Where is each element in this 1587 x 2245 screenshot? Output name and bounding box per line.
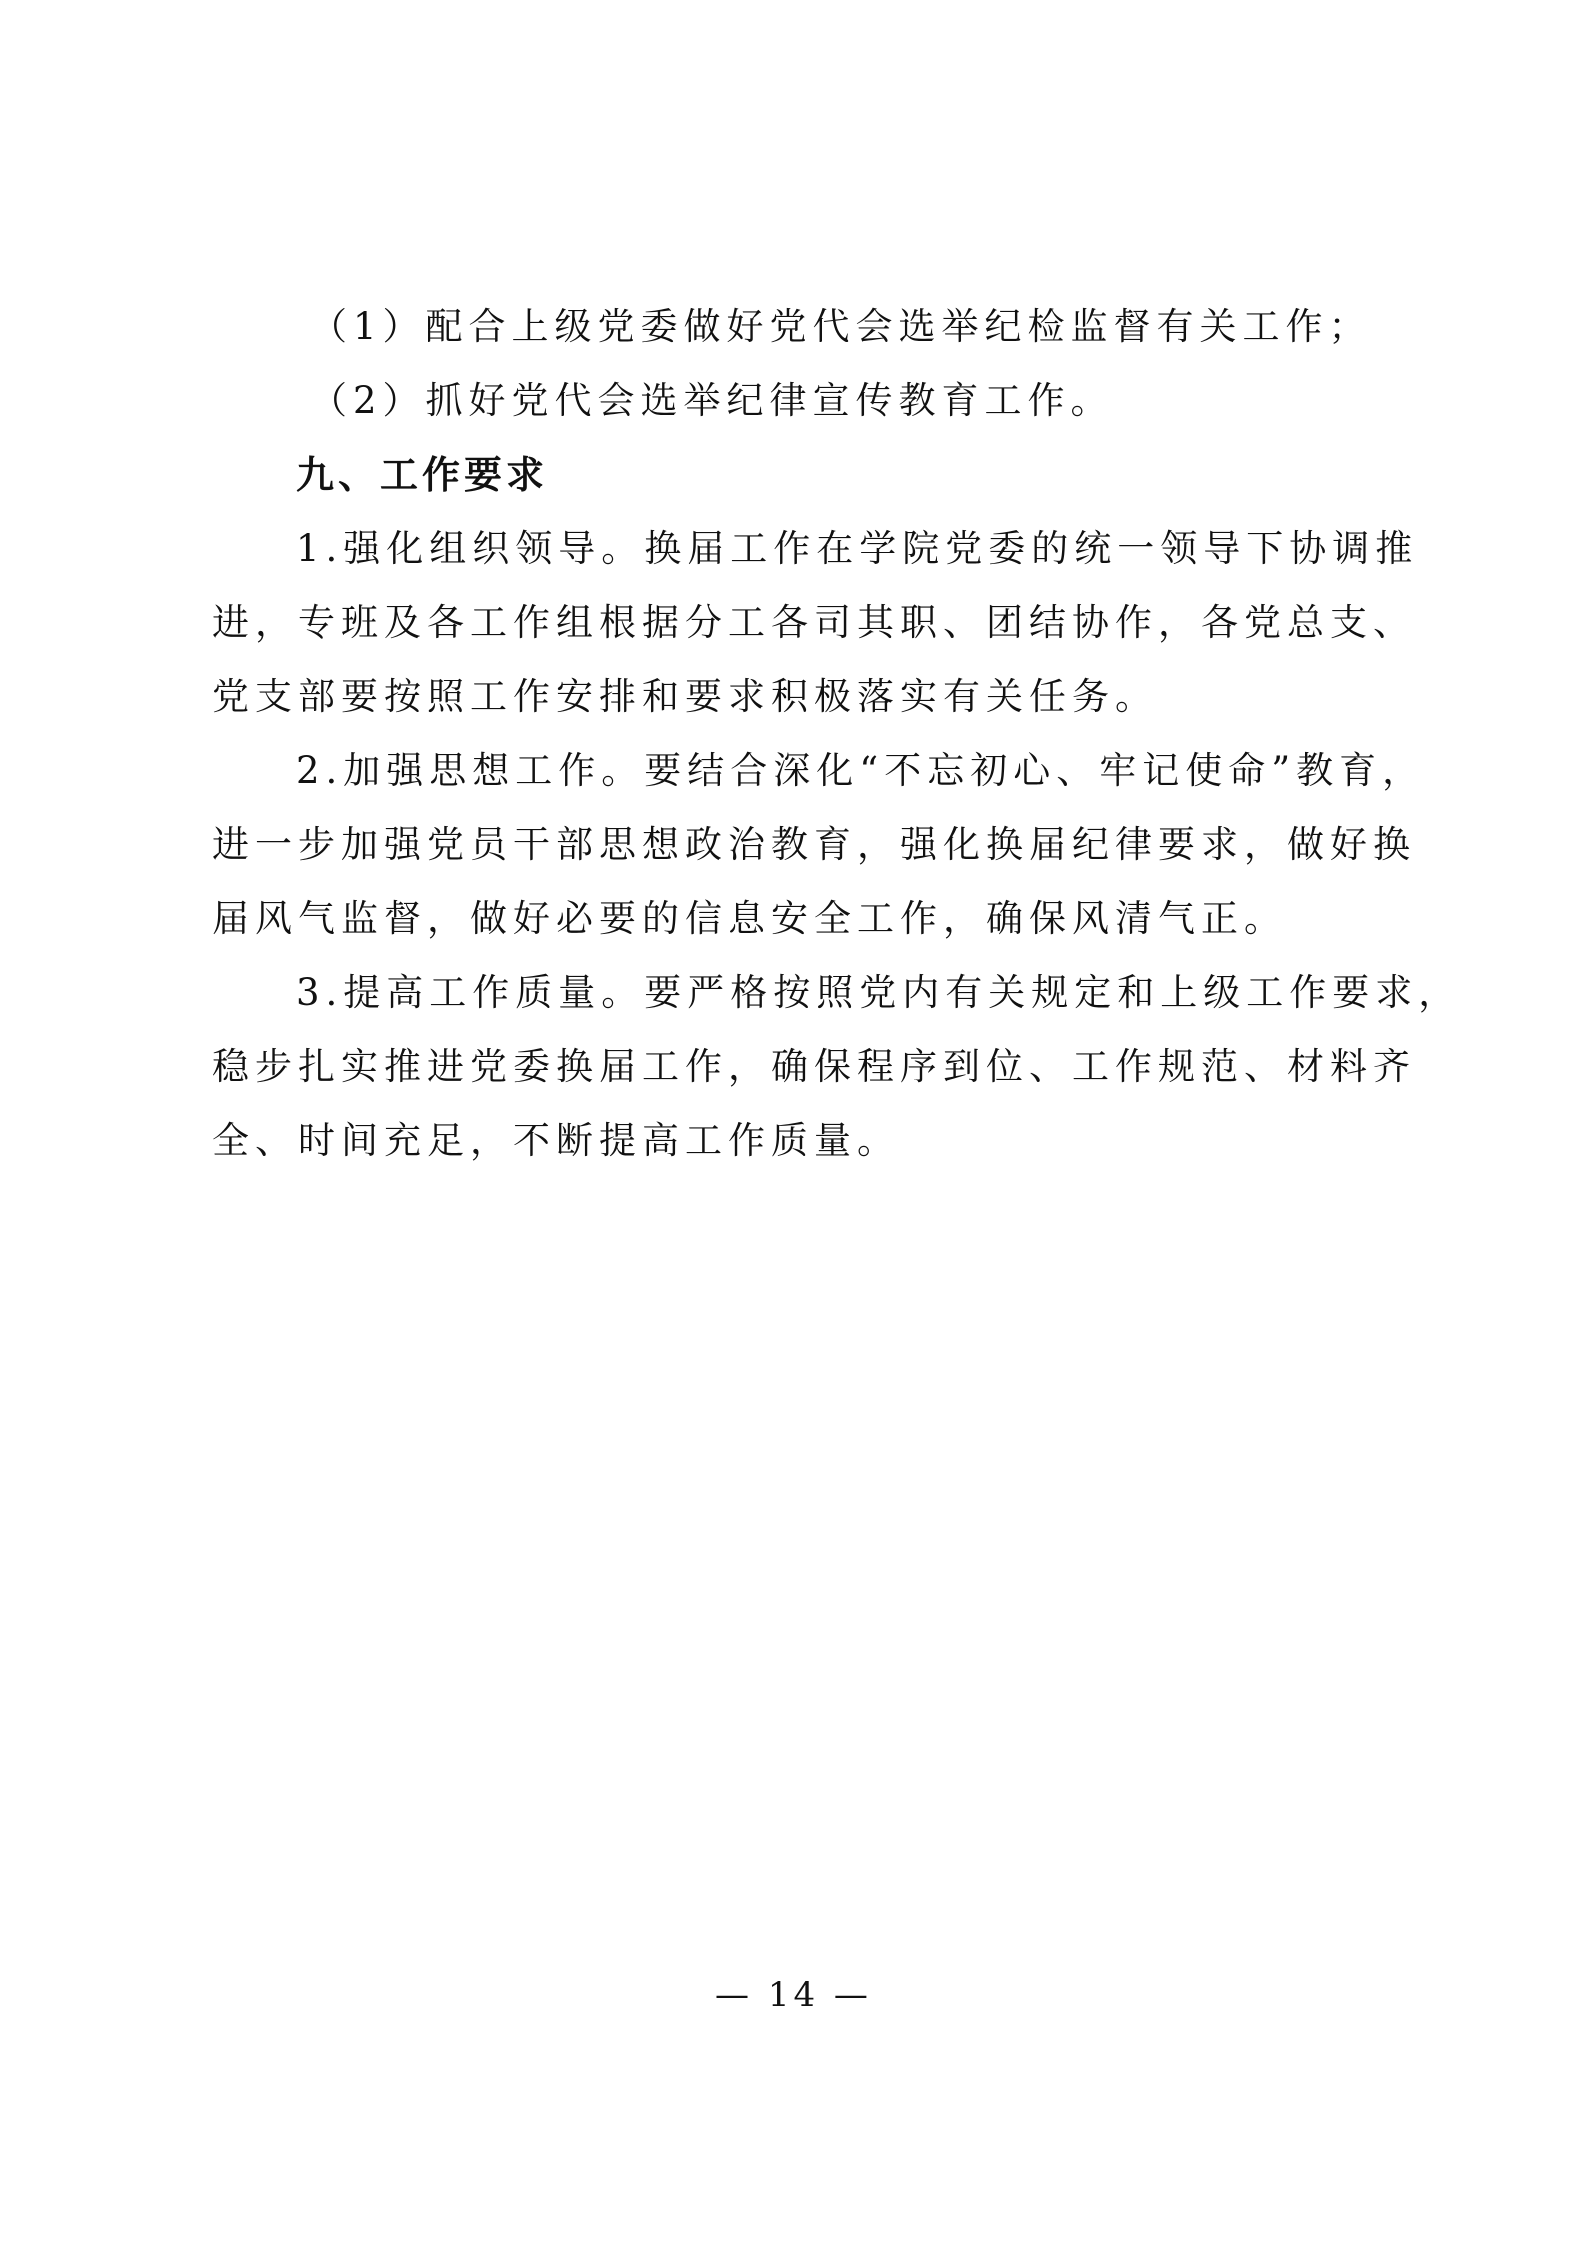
section-heading: 九、工作要求: [296, 453, 549, 497]
paragraph-line: 进一步加强党员干部思想政治教育，强化换届纪律要求，做好换: [212, 823, 1416, 866]
paragraph-line: 全、时间充足，不断提高工作质量。: [212, 1119, 900, 1162]
paragraph-line: 党支部要按照工作安排和要求积极落实有关任务。: [212, 675, 1158, 718]
page-number: — 14 —: [715, 1975, 872, 2015]
list-item-2: （2）抓好党代会选举纪律宣传教育工作。: [310, 379, 1114, 422]
paragraph-2: [212, 734, 1426, 956]
paragraph-3: [212, 956, 1462, 1178]
paragraph-line: 1.强化组织领导。换届工作在学院党委的统一领导下协调推: [296, 527, 1419, 570]
paragraph-line: 3.提高工作质量。要严格按照党内有关规定和上级工作要求，: [296, 971, 1462, 1014]
document-body: [212, 290, 1462, 1178]
paragraph-line: 2.加强思想工作。要结合深化“不忘初心、牢记使命”教育，: [296, 749, 1426, 792]
paragraph-line: 进，专班及各工作组根据分工各司其职、团结协作，各党总支、: [212, 601, 1416, 644]
list-item-1: （1）配合上级党委做好党代会选举纪检监督有关工作；: [310, 305, 1372, 348]
paragraph-line: 届风气监督，做好必要的信息安全工作，确保风清气正。: [212, 897, 1287, 940]
paragraph-line: 稳步扎实推进党委换届工作，确保程序到位、工作规范、材料齐: [212, 1045, 1416, 1088]
paragraph-1: [212, 512, 1419, 734]
